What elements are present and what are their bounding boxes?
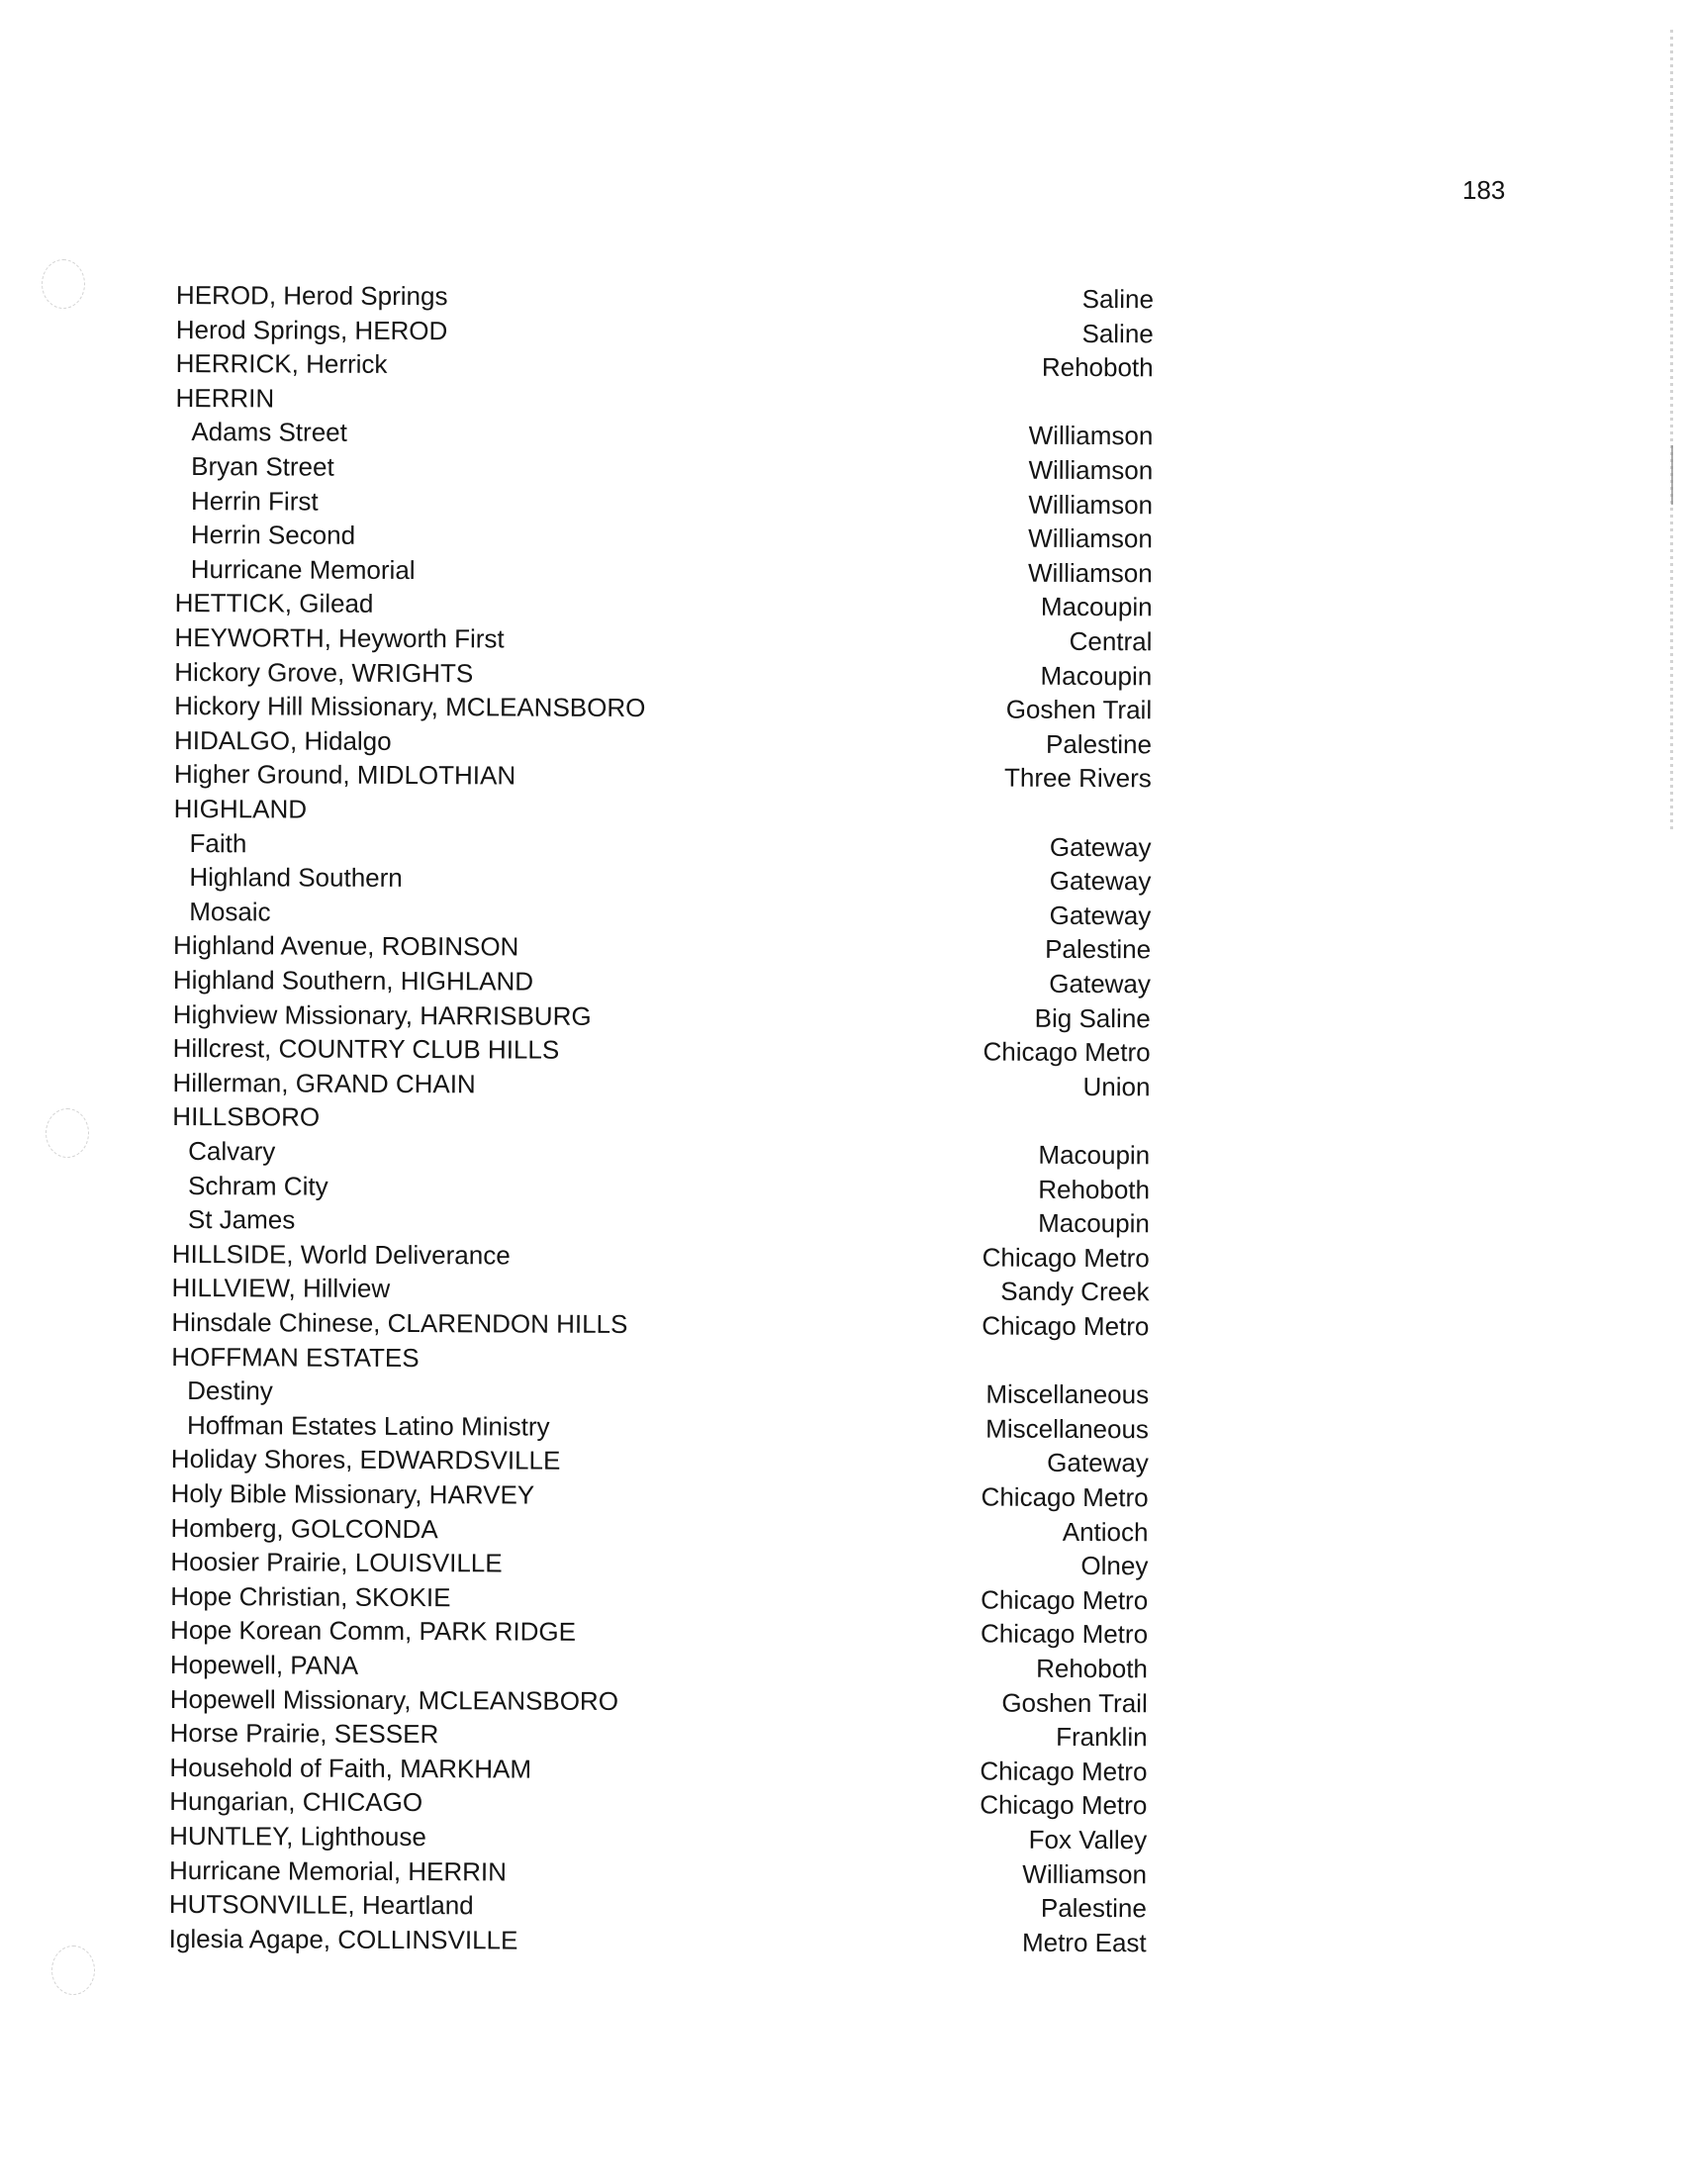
church-name: Adams Street: [191, 417, 347, 448]
association-name: Macoupin: [1038, 1139, 1151, 1171]
association-name: Sandy Creek: [1000, 1277, 1150, 1307]
church-name: HUTSONVILLE, Heartland: [168, 1889, 474, 1921]
church-name: Hickory Grove, WRIGHTS: [174, 656, 474, 688]
church-name: Holy Bible Missionary, HARVEY: [170, 1477, 535, 1510]
church-name: Hopewell, PANA: [169, 1649, 359, 1680]
church-name: Faith: [189, 827, 247, 858]
church-name: Hillerman, GRAND CHAIN: [172, 1067, 476, 1099]
church-name: Highland Southern: [189, 862, 403, 894]
directory-entry: [0, 1921, 1679, 1962]
church-name: Calvary: [188, 1136, 276, 1167]
association-name: Three Rivers: [1003, 763, 1152, 794]
association-name: Williamson: [1027, 557, 1153, 589]
association-name: Palestine: [1045, 934, 1152, 965]
association-name: Gateway: [1049, 866, 1152, 897]
church-name: HIDALGO, Hidalgo: [173, 724, 392, 756]
association-name: Goshen Trail: [1001, 1687, 1148, 1718]
page-number: 183: [1462, 175, 1506, 205]
association-name: Williamson: [1028, 489, 1154, 520]
church-name: HETTICK, Gilead: [174, 588, 374, 619]
church-name: Hinsdale Chinese, CLARENDON HILLS: [171, 1306, 628, 1339]
church-name: Hickory Hill Missionary, MCLEANSBORO: [174, 691, 646, 723]
church-name: HEROD, Herod Springs: [175, 279, 448, 312]
association-name: Rehoboth: [1041, 351, 1154, 383]
association-name: Chicago Metro: [981, 1481, 1149, 1513]
association-name: Miscellaneous: [985, 1413, 1150, 1445]
association-name: Chicago Metro: [980, 1618, 1149, 1650]
association-name: Chicago Metro: [981, 1584, 1149, 1616]
church-name: Hope Korean Comm, PARK RIDGE: [170, 1615, 577, 1648]
church-name: St James: [187, 1204, 296, 1235]
church-name: Hoosier Prairie, LOUISVILLE: [170, 1547, 503, 1578]
association-name: Williamson: [1028, 421, 1154, 451]
church-name: Highland Southern, HIGHLAND: [172, 964, 534, 997]
association-name: Williamson: [1022, 1858, 1148, 1889]
church-name: Higher Ground, MIDLOTHIAN: [173, 759, 516, 791]
church-name: Destiny: [187, 1376, 273, 1406]
church-name: HIGHLAND: [173, 793, 308, 824]
association-name: Macoupin: [1040, 660, 1153, 691]
church-name: HERRIN: [175, 382, 275, 414]
church-name: Hoffman Estates Latino Ministry: [186, 1409, 550, 1442]
association-name: Metro East: [1021, 1927, 1147, 1958]
church-name: Herod Springs, HEROD: [175, 314, 448, 345]
church-name: Household of Faith, MARKHAM: [169, 1752, 532, 1784]
association-name: Goshen Trail: [1005, 694, 1153, 725]
church-name: Homberg, GOLCONDA: [170, 1512, 438, 1544]
church-name: Horse Prairie, SESSER: [169, 1718, 439, 1750]
association-name: Chicago Metro: [980, 1789, 1148, 1821]
association-name: Central: [1069, 625, 1153, 657]
church-name: Hurricane Memorial: [190, 553, 416, 585]
church-name: Hurricane Memorial, HERRIN: [168, 1854, 508, 1887]
association-name: Miscellaneous: [985, 1378, 1150, 1410]
association-name: Gateway: [1049, 968, 1152, 999]
church-name: Hope Christian, SKOKIE: [170, 1580, 451, 1613]
association-name: Fox Valley: [1028, 1824, 1148, 1855]
church-name: Holiday Shores, EDWARDSVILLE: [170, 1444, 561, 1476]
association-name: Gateway: [1049, 831, 1152, 862]
association-name: Franklin: [1056, 1722, 1148, 1753]
association-name: Palestine: [1045, 728, 1153, 760]
church-name: Highland Avenue, ROBINSON: [173, 930, 519, 962]
association-name: Olney: [1080, 1551, 1149, 1581]
church-name: HILLSBORO: [172, 1101, 321, 1133]
association-name: Williamson: [1028, 522, 1153, 554]
association-name: Gateway: [1047, 1448, 1149, 1478]
church-name: Highview Missionary, HARRISBURG: [172, 998, 592, 1031]
association-name: Rehoboth: [1038, 1174, 1151, 1204]
church-name: Mosaic: [189, 896, 271, 927]
church-name: HUNTLEY, Lighthouse: [169, 1820, 426, 1852]
church-name: HEYWORTH, Heyworth First: [174, 621, 505, 654]
church-name: Bryan Street: [191, 451, 334, 482]
association-name: Williamson: [1028, 454, 1154, 486]
church-name: Herrin Second: [190, 520, 356, 550]
association-name: Rehoboth: [1036, 1653, 1148, 1684]
church-name: HILLVIEW, Hillview: [171, 1273, 391, 1304]
association-name: Chicago Metro: [982, 1310, 1150, 1342]
church-name: HILLSIDE, World Deliverance: [171, 1238, 511, 1271]
association-name: Gateway: [1049, 900, 1152, 931]
association-name: Antioch: [1062, 1516, 1149, 1547]
association-name: Macoupin: [1040, 592, 1153, 622]
church-name: HOFFMAN ESTATES: [171, 1341, 420, 1373]
church-name: Hungarian, CHICAGO: [169, 1786, 423, 1818]
church-name: Schram City: [187, 1170, 328, 1201]
association-name: Palestine: [1040, 1893, 1147, 1924]
church-name: Hopewell Missionary, MCLEANSBORO: [169, 1683, 619, 1716]
association-name: Saline: [1081, 318, 1154, 348]
association-name: Macoupin: [1038, 1207, 1150, 1239]
church-name: HERRICK, Herrick: [175, 348, 388, 380]
association-name: Chicago Metro: [980, 1756, 1148, 1787]
association-name: Chicago Metro: [982, 1242, 1150, 1274]
church-name: Hillcrest, COUNTRY CLUB HILLS: [172, 1033, 560, 1065]
association-name: Big Saline: [1034, 1002, 1151, 1033]
church-name: Iglesia Agape, COLLINSVILLE: [168, 1923, 518, 1955]
association-name: Union: [1082, 1071, 1151, 1102]
association-name: Chicago Metro: [983, 1036, 1151, 1068]
church-name: Herrin First: [190, 485, 319, 517]
association-name: Saline: [1081, 283, 1155, 315]
